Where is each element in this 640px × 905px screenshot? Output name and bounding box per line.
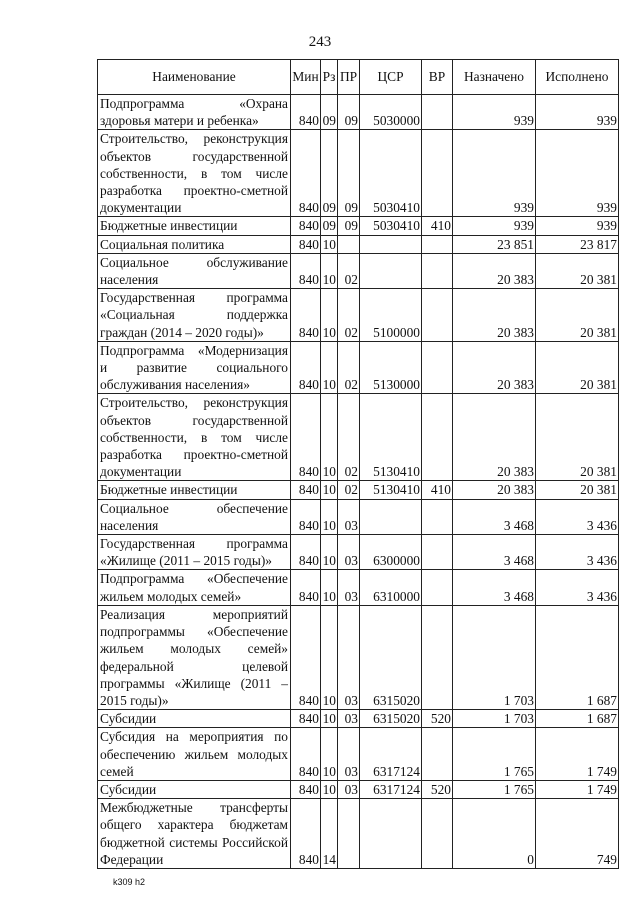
page-number: 243	[308, 34, 332, 50]
row-rz-cell: 10	[321, 570, 338, 605]
row-planned-cell: 20 383	[453, 394, 536, 481]
row-rz-cell: 09	[321, 217, 338, 235]
row-pr-cell: 09	[338, 95, 360, 130]
table-row	[98, 217, 619, 235]
table-row	[98, 235, 619, 253]
row-vr-cell	[422, 605, 453, 709]
row-planned-cell: 3 468	[453, 499, 536, 534]
row-vr-cell	[422, 289, 453, 342]
row-min-cell: 840	[291, 95, 321, 130]
row-executed-cell: 20 381	[536, 253, 619, 288]
table-header-row	[98, 60, 619, 95]
row-rz-cell: 14	[321, 799, 338, 869]
row-csr-cell: 6310000	[360, 570, 422, 605]
row-pr-cell: 09	[338, 130, 360, 217]
row-csr-cell	[360, 799, 422, 869]
table-row	[98, 570, 619, 605]
row-rz-cell: 10	[321, 481, 338, 499]
table-row	[98, 130, 619, 217]
row-vr-cell	[422, 341, 453, 394]
row-planned-cell: 0	[453, 799, 536, 869]
row-executed-cell: 3 436	[536, 499, 619, 534]
row-rz-cell: 10	[321, 341, 338, 394]
row-pr-cell: 03	[338, 605, 360, 709]
row-planned-cell: 1 765	[453, 780, 536, 798]
row-vr-cell	[422, 95, 453, 130]
row-pr-cell: 02	[338, 341, 360, 394]
row-rz-cell: 10	[321, 605, 338, 709]
row-min-cell: 840	[291, 710, 321, 728]
row-planned-cell: 939	[453, 217, 536, 235]
table-row	[98, 780, 619, 798]
column-header-name: Наименование	[98, 60, 291, 95]
row-executed-cell: 20 381	[536, 394, 619, 481]
row-csr-cell: 5130000	[360, 341, 422, 394]
row-vr-cell	[422, 394, 453, 481]
row-rz-cell: 10	[321, 710, 338, 728]
table-row	[98, 710, 619, 728]
row-pr-cell: 03	[338, 570, 360, 605]
row-executed-cell: 939	[536, 130, 619, 217]
row-planned-cell: 23 851	[453, 235, 536, 253]
row-name-cell: Социальное обеспечение населения	[98, 499, 291, 534]
table-row	[98, 499, 619, 534]
row-min-cell: 840	[291, 481, 321, 499]
row-executed-cell: 3 436	[536, 570, 619, 605]
column-header-csr: ЦСР	[360, 60, 422, 95]
row-rz-cell: 10	[321, 289, 338, 342]
row-csr-cell	[360, 499, 422, 534]
row-executed-cell: 749	[536, 799, 619, 869]
row-planned-cell: 1 765	[453, 728, 536, 781]
row-csr-cell: 5030000	[360, 95, 422, 130]
row-csr-cell: 6317124	[360, 780, 422, 798]
row-csr-cell	[360, 253, 422, 288]
row-executed-cell: 23 817	[536, 235, 619, 253]
row-vr-cell	[422, 728, 453, 781]
row-pr-cell: 02	[338, 253, 360, 288]
table-row	[98, 605, 619, 709]
row-min-cell: 840	[291, 217, 321, 235]
row-csr-cell: 5100000	[360, 289, 422, 342]
footer-code: k309 h2	[113, 877, 146, 887]
row-name-cell: Социальная политика	[98, 235, 291, 253]
row-rz-cell: 09	[321, 130, 338, 217]
table-row	[98, 95, 619, 130]
row-planned-cell: 939	[453, 95, 536, 130]
row-min-cell: 840	[291, 535, 321, 570]
row-pr-cell	[338, 235, 360, 253]
row-pr-cell: 03	[338, 535, 360, 570]
row-min-cell: 840	[291, 728, 321, 781]
row-vr-cell	[422, 235, 453, 253]
row-name-cell: Бюджетные инвестиции	[98, 481, 291, 499]
row-executed-cell: 939	[536, 95, 619, 130]
row-vr-cell	[422, 570, 453, 605]
row-executed-cell: 939	[536, 217, 619, 235]
row-executed-cell: 1 687	[536, 605, 619, 709]
row-name-cell: Субсидии	[98, 710, 291, 728]
row-name-cell: Бюджетные инвестиции	[98, 217, 291, 235]
row-min-cell: 840	[291, 235, 321, 253]
row-name-cell: Реализация мероприятий подпрограммы «Обеспечение жильем молодых семей» федеральной целевой программы «Жилище (2011 – 2015 годы)»	[98, 605, 291, 709]
row-min-cell: 840	[291, 570, 321, 605]
row-planned-cell: 1 703	[453, 710, 536, 728]
column-header-pr: ПР	[338, 60, 360, 95]
row-min-cell: 840	[291, 130, 321, 217]
row-csr-cell: 6317124	[360, 728, 422, 781]
row-rz-cell: 10	[321, 235, 338, 253]
row-name-cell: Субсидии	[98, 780, 291, 798]
row-csr-cell: 5130410	[360, 394, 422, 481]
row-rz-cell: 10	[321, 780, 338, 798]
row-rz-cell: 10	[321, 535, 338, 570]
row-executed-cell: 1 749	[536, 780, 619, 798]
row-vr-cell: 410	[422, 481, 453, 499]
row-csr-cell: 6315020	[360, 710, 422, 728]
table-row	[98, 799, 619, 869]
row-executed-cell: 3 436	[536, 535, 619, 570]
column-header-planned: Назначено	[453, 60, 536, 95]
row-pr-cell: 02	[338, 289, 360, 342]
row-vr-cell: 520	[422, 710, 453, 728]
row-executed-cell: 20 381	[536, 341, 619, 394]
row-min-cell: 840	[291, 341, 321, 394]
row-pr-cell: 02	[338, 481, 360, 499]
row-vr-cell	[422, 253, 453, 288]
row-vr-cell	[422, 535, 453, 570]
row-planned-cell: 20 383	[453, 289, 536, 342]
row-vr-cell	[422, 499, 453, 534]
row-min-cell: 840	[291, 799, 321, 869]
row-planned-cell: 3 468	[453, 570, 536, 605]
row-executed-cell: 20 381	[536, 289, 619, 342]
table-row	[98, 535, 619, 570]
row-planned-cell: 1 703	[453, 605, 536, 709]
row-name-cell: Социальное обслуживание населения	[98, 253, 291, 288]
row-name-cell: Субсидия на мероприятия по обеспечению жильем молодых семей	[98, 728, 291, 781]
row-vr-cell: 410	[422, 217, 453, 235]
row-executed-cell: 20 381	[536, 481, 619, 499]
row-csr-cell: 5030410	[360, 217, 422, 235]
column-header-vr: ВР	[422, 60, 453, 95]
row-min-cell: 840	[291, 289, 321, 342]
row-executed-cell: 1 749	[536, 728, 619, 781]
table-row	[98, 253, 619, 288]
row-rz-cell: 09	[321, 95, 338, 130]
row-name-cell: Межбюджетные трансферты общего характера бюджетам бюджетной системы Российской Федерации	[98, 799, 291, 869]
row-planned-cell: 20 383	[453, 481, 536, 499]
column-header-executed: Исполнено	[536, 60, 619, 95]
row-name-cell: Подпрограмма «Обеспечение жильем молодых семей»	[98, 570, 291, 605]
row-planned-cell: 20 383	[453, 341, 536, 394]
row-rz-cell: 10	[321, 394, 338, 481]
row-vr-cell	[422, 130, 453, 217]
budget-table	[97, 59, 619, 869]
row-pr-cell: 02	[338, 394, 360, 481]
row-csr-cell: 5130410	[360, 481, 422, 499]
row-planned-cell: 939	[453, 130, 536, 217]
table-row	[98, 728, 619, 781]
row-name-cell: Строительство, реконструкция объектов государственной собственности, в том числе разработка проектно-сметной документации	[98, 394, 291, 481]
row-min-cell: 840	[291, 394, 321, 481]
row-name-cell: Государственная программа «Социальная поддержка граждан (2014 – 2020 годы)»	[98, 289, 291, 342]
row-name-cell: Государственная программа «Жилище (2011 – 2015 годы)»	[98, 535, 291, 570]
row-min-cell: 840	[291, 780, 321, 798]
row-rz-cell: 10	[321, 253, 338, 288]
row-min-cell: 840	[291, 253, 321, 288]
row-pr-cell: 03	[338, 499, 360, 534]
row-csr-cell: 6315020	[360, 605, 422, 709]
row-rz-cell: 10	[321, 728, 338, 781]
row-vr-cell: 520	[422, 780, 453, 798]
table-row	[98, 289, 619, 342]
row-min-cell: 840	[291, 499, 321, 534]
row-pr-cell: 09	[338, 217, 360, 235]
row-pr-cell	[338, 799, 360, 869]
row-name-cell: Подпрограмма «Модернизация и развитие социального обслуживания населения»	[98, 341, 291, 394]
row-pr-cell: 03	[338, 728, 360, 781]
row-planned-cell: 20 383	[453, 253, 536, 288]
column-header-rz: Рз	[321, 60, 338, 95]
row-rz-cell: 10	[321, 499, 338, 534]
row-vr-cell	[422, 799, 453, 869]
table-row	[98, 394, 619, 481]
row-planned-cell: 3 468	[453, 535, 536, 570]
table-row	[98, 481, 619, 499]
table-body	[98, 95, 619, 869]
row-pr-cell: 03	[338, 780, 360, 798]
row-name-cell: Подпрограмма «Охрана здоровья матери и ребенка»	[98, 95, 291, 130]
row-csr-cell	[360, 235, 422, 253]
column-header-min: Мин	[291, 60, 321, 95]
row-csr-cell: 5030410	[360, 130, 422, 217]
row-min-cell: 840	[291, 605, 321, 709]
row-pr-cell: 03	[338, 710, 360, 728]
table-row	[98, 341, 619, 394]
row-executed-cell: 1 687	[536, 710, 619, 728]
row-csr-cell: 6300000	[360, 535, 422, 570]
row-name-cell: Строительство, реконструкция объектов государственной собственности, в том числе разработка проектно-сметной документации	[98, 130, 291, 217]
